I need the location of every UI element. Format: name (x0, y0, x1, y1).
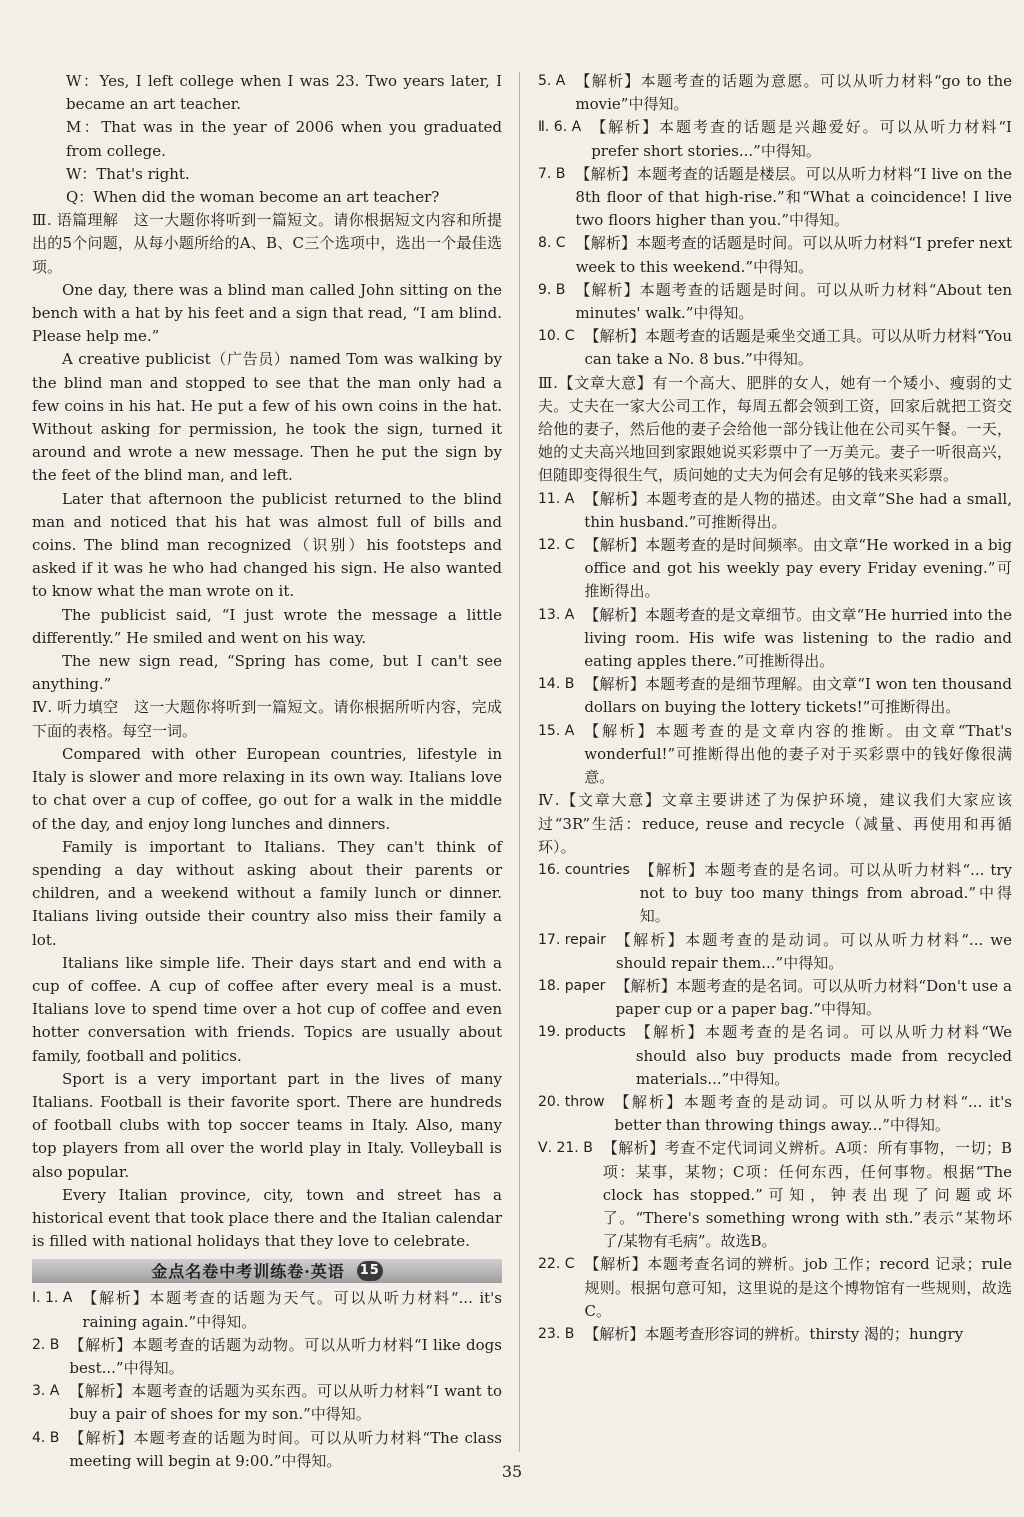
answer-number: Ⅰ. 1. A (32, 1290, 73, 1307)
answer-number: 15. A (538, 722, 575, 739)
answer-item (538, 232, 1012, 278)
answer-text: 【解析】本题考查的是名词。可以从听力材料“Don't use a paper cup or a paper bag.”中得知。 (615, 976, 1012, 1019)
answer-number: 20. throw (538, 1093, 605, 1110)
answer-item (538, 673, 1012, 719)
answer-text: 【解析】本题考查的话题为意愿。可以从听力材料“go to the movie”中得知。 (575, 72, 1012, 114)
answer-text: 【解析】本题考查的是人物的描述。由文章“She had a small, thin husband.”可推断得出。 (584, 489, 1012, 531)
answer-text: 【解析】本题考查的是动词。可以从听力材料“... we should repair them...”中得知。 (615, 930, 1012, 972)
answer-number: 2. B (32, 1336, 60, 1353)
answer-number: 18. paper (538, 977, 606, 994)
passage-paragraph: Sport is a very important part in the lives of many Italians. Football is their favorite sport. There are hundreds of football clubs with top soccer teams in Italy. Also, many top players from all over the world play in Italy. Volleyball is also popular. (32, 1069, 502, 1181)
answer-number: Ⅴ. 21. B (538, 1140, 593, 1157)
answer-text: 【解析】本题考查的话题为买东西。可以从听力材料“I want to buy a pair of shoes for my son.”中得知。 (69, 1382, 502, 1424)
passage-paragraph: One day, there was a blind man called John sitting on the bench with a hat by his feet and a sign that read, “I am blind. Please help me.” (32, 280, 502, 346)
answer-text: 【解析】本题考查的话题是时间。可以从听力材料“I prefer next week to this weekend.”中得知。 (575, 234, 1012, 276)
passage-paragraph: The publicist said, “I just wrote the message a little differently.” He smiled and went on his way. (32, 605, 502, 647)
banner-title: 金点名卷中考训练卷·英语 (151, 1261, 345, 1281)
answer-item (538, 720, 1012, 790)
answer-number: 8. C (538, 235, 566, 252)
answer-text: 【解析】本题考查的是动词。可以从听力材料“... it's better than throwing things away...”中得知。 (614, 1092, 1012, 1135)
answer-number: 4. B (32, 1429, 60, 1446)
answer-text: 【解析】本题考查的是细节理解。由文章“I won ten thousand dollars on buying the lottery tickets!”可推断得出。 (584, 675, 1012, 717)
answer-number: 7. B (538, 165, 566, 182)
answer-item (538, 929, 1012, 975)
answer-number: 3. A (32, 1383, 60, 1400)
passage-paragraph: A creative publicist（广告员）named Tom was walking by the blind man and stopped to see that the man only had a few coins in his hat. He put a few of his own coins in the hat. Without asking for permission, he took the sign, turned it around and wrote a new message. Then he put the sign by the feet of the blind man, and left. (32, 350, 502, 485)
answer-text: 【解析】本题考查的话题为时间。可以从听力材料“The class meeting will begin at 9:00.”中得知。 (69, 1428, 502, 1470)
section3-summary: Ⅲ.【文章大意】有一个高大、肥胖的女人，她有一个矮小、瘦弱的丈夫。丈夫在一家大公司工作，每周五都会领到工资，回家后就把工资交给他的妻子，然后他的妻子会给他一部分钱让他在公司买午餐。一天，她的丈夫高兴地回到家跟她说买彩票中了一万美元。妻子一听很高兴，但随即变得很生气，质问她的丈夫为何会有足够的钱来买彩票。 (538, 373, 1012, 485)
answer-item (538, 70, 1012, 116)
answer-item (538, 604, 1012, 674)
dialogue-line: W：Yes, I left college when I was 23. Two years later, I became an art teacher. (66, 72, 502, 114)
answer-number: 10. C (538, 328, 575, 345)
passage-paragraph: Family is important to Italians. They can't think of spending a day without asking about their parents or children, and a weekend without a family lunch or dinner. Italians living outside their country also miss their family a lot. (32, 837, 502, 949)
answer-text: 【解析】本题考查的话题是时间。可以从听力材料“About ten minutes' walk.”中得知。 (575, 280, 1012, 323)
answer-item (538, 163, 1012, 233)
answer-number: 5. A (538, 73, 566, 89)
answer-number: 13. A (538, 606, 575, 623)
answer-text: 【解析】本题考查的话题是楼层。可以从听力材料“I live on the 8th floor of that high-rise.”和“What a coincidence! I live two floors higher than you.”中得知。 (575, 164, 1012, 230)
answer-item (538, 488, 1012, 534)
answer-text: 【解析】本题考查形容词的辨析。thirsty 渴的；hungry (584, 1324, 964, 1343)
passage-paragraph: Every Italian province, city, town and street has a historical event that took place there and the Italian calendar is filled with national holidays that they love to celebrate. (32, 1185, 502, 1251)
answer-item (538, 1323, 1012, 1346)
answer-text: 【解析】本题考查的话题是乘坐交通工具。可以从听力材料“You can take a No. 8 bus.”中得知。 (584, 327, 1012, 369)
answer-number: 11. A (538, 490, 575, 507)
answer-item (538, 279, 1012, 325)
answer-text: 【解析】本题考查名词的辨析。job 工作；record 记录；rule 规则。根据句意可知，这里说的是这个博物馆有一些规则，故选C。 (584, 1255, 1012, 1320)
passage-paragraph: Later that afternoon the publicist returned to the blind man and noticed that his hat was almost full of bills and coins. The blind man recognized（识别）his footsteps and asked if it was he who had changed his sign. He also wanted to know what the man wrote on it. (32, 489, 502, 601)
answer-text: 【解析】本题考查的话题是兴趣爱好。可以从听力材料“I prefer short stories...”中得知。 (591, 118, 1012, 160)
passage-paragraph: Compared with other European countries, lifestyle in Italy is slower and more relaxing in its own way. Italians love to chat over a cup of coffee, go out for a walk in the middle of the day, and enjoy long lunches and dinners. (32, 744, 502, 833)
left-column (32, 70, 502, 1473)
answer-item (538, 325, 1012, 371)
answer-item (32, 1287, 502, 1333)
dialogue-block (32, 70, 502, 209)
answer-item (32, 1334, 502, 1380)
dialogue-line: W：That's right. (66, 164, 190, 183)
answer-number: 9. B (538, 281, 566, 298)
answer-number: 22. C (538, 1256, 575, 1273)
answer-number: 16. countries (538, 861, 630, 878)
answer-text: 【解析】本题考查的是时间频率。由文章“He worked in a big office and got his weekly pay every Friday evening.”可推断得出。 (584, 536, 1012, 601)
answer-number: 23. B (538, 1325, 575, 1342)
answer-text: 【解析】考查不定代词词义辨析。A项：所有事物，一切；B项：某事，某物；C项：任何东西，任何事物。根据“The clock has stopped.”可知，钟表出现了问题或坏了。“There's something wrong with sth.”表示“某物坏了/某物有毛病”。故选B。 (602, 1139, 1012, 1251)
answer-number: 12. C (538, 537, 575, 554)
banner-number-badge: 15 (357, 1261, 383, 1281)
section4-summary: Ⅳ.【文章大意】文章主要讲述了为保护环境，建议我们大家应该过“3R”生活：reduce, reuse and recycle（减量、再使用和再循环）。 (538, 791, 1012, 856)
answer-item (538, 534, 1012, 604)
section3-heading: Ⅲ. 语篇理解 这一大题你将听到一篇短文。请你根据短文内容和所提出的5个问题，从每小题所给的A、B、C三个选项中，选出一个最佳选项。 (32, 211, 502, 276)
answer-item (32, 1380, 502, 1426)
answer-number: Ⅱ. 6. A (538, 119, 582, 136)
section4-heading: Ⅳ. 听力填空 这一大题你将听到一篇短文。请你根据所听内容，完成下面的表格。每空一词。 (32, 698, 502, 740)
answer-item (538, 1137, 1012, 1253)
answer-number: 17. repair (538, 931, 606, 948)
answer-text: 【解析】本题考查的是文章内容的推断。由文章“That's wonderful!”可推断得出他的妻子对于买彩票中的钱好像很满意。 (584, 721, 1012, 787)
exam-banner (32, 1259, 502, 1283)
answer-text: 【解析】本题考查的是名词。可以从听力材料“... try not to buy too many things from abroad.”中得知。 (639, 860, 1012, 926)
answer-number: 19. products (538, 1024, 626, 1041)
page-number: 35 (501, 1462, 523, 1481)
answer-number: 14. B (538, 676, 575, 693)
answer-text: 【解析】本题考查的话题为动物。可以从听力材料“I like dogs best...”中得知。 (69, 1335, 502, 1377)
right-column (538, 70, 1012, 1346)
answer-item (538, 1253, 1012, 1323)
answer-item (538, 859, 1012, 929)
answer-text: 【解析】本题考查的是名词。可以从听力材料“We should also buy products made from recycled materials...”中得知。 (635, 1023, 1012, 1088)
answer-item (538, 975, 1012, 1021)
answer-item (538, 1021, 1012, 1091)
answer-text: 【解析】本题考查的话题为天气。可以从听力材料“... it's raining again.”中得知。 (82, 1289, 502, 1331)
passage-paragraph: Italians like simple life. Their days start and end with a cup of coffee. A cup of coffee after every meal is a must. Italians love to spend time over a hot cup of coffee and even hotter conversation with friends. Topics are usually about family, football and politics. (32, 953, 502, 1065)
dialogue-line: Q：When did the woman become an art teacher? (66, 188, 440, 207)
answer-text: 【解析】本题考查的是文章细节。由文章“He hurried into the living room. His wife was listening to the radio and eating apples there.”可推断得出。 (584, 605, 1012, 671)
answer-item (538, 1091, 1012, 1137)
column-divider (519, 72, 520, 1452)
answer-item (538, 116, 1012, 162)
dialogue-line: M：That was in the year of 2006 when you graduated from college. (66, 118, 502, 160)
passage-paragraph: The new sign read, “Spring has come, but I can't see anything.” (32, 652, 502, 694)
